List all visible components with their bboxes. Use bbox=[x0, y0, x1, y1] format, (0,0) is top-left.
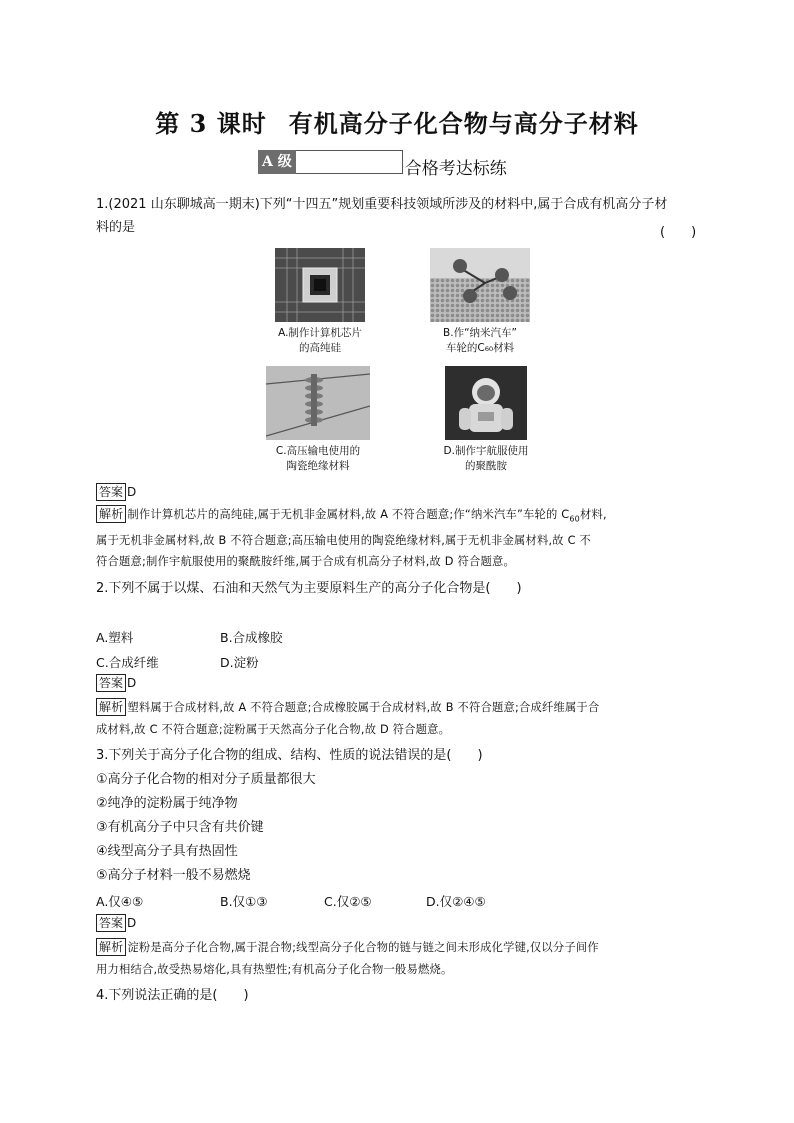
question-3-statement-2: ②纯净的淀粉属于纯净物 bbox=[96, 796, 238, 811]
explain-tag: 解析 bbox=[96, 938, 126, 956]
title-lesson: 第 3 课时 bbox=[155, 109, 267, 138]
figure-a-caption-line2: 的高纯硅 bbox=[299, 342, 341, 354]
question-2-stem: 2.下列不属于以煤、石油和天然气为主要原料生产的高分子化合物是( ) bbox=[96, 581, 522, 596]
explain-subscript: 60 bbox=[569, 514, 580, 524]
question-3-statement-1: ①高分子化合物的相对分子质量都很大 bbox=[96, 772, 316, 787]
chip-image bbox=[275, 248, 365, 322]
figure-c-caption-line1: C.高压输电使用的 bbox=[275, 445, 361, 457]
question-3-statement-4: ④线型高分子具有热固性 bbox=[96, 844, 238, 859]
figure-b bbox=[424, 248, 536, 356]
level-badge: A 级 bbox=[258, 150, 296, 174]
question-3-option-a: A.仅④⑤ bbox=[96, 894, 144, 909]
question-3-answer bbox=[96, 913, 136, 934]
insulator-image bbox=[266, 366, 370, 440]
nano-car-image bbox=[430, 248, 530, 322]
level-text: 合格考达标练 bbox=[404, 159, 507, 179]
figure-b-caption-line2: 车轮的C₆₀材料 bbox=[445, 342, 515, 354]
answer-tag: 答案 bbox=[96, 674, 126, 692]
figure-c bbox=[262, 366, 374, 474]
question-1-stem-line2: 料的是 bbox=[96, 220, 136, 235]
astronaut-image bbox=[445, 366, 527, 440]
question-2-option-c: C.合成纤维 bbox=[96, 655, 159, 670]
figure-c-caption-line2: 陶瓷绝缘材料 bbox=[286, 460, 350, 472]
explain-line: 成材料,故 C 不符合题意;淀粉属于天然高分子化合物,故 D 符合题意。 bbox=[96, 722, 451, 736]
question-3-stem: 3.下列关于高分子化合物的组成、结构、性质的说法错误的是( ) bbox=[96, 748, 483, 763]
question-3-statement-5: ⑤高分子材料一般不易燃烧 bbox=[96, 868, 251, 883]
question-3-option-d: D.仅②④⑤ bbox=[426, 894, 486, 909]
explain-line: 塑料属于合成材料,故 A 不符合题意;合成橡胶属于合成材料,故 B 不符合题意;合成纤维属于合 bbox=[127, 701, 600, 714]
answer-tag: 答案 bbox=[96, 483, 126, 501]
level-header bbox=[258, 150, 507, 178]
explain-line: 用力相结合,故受热易熔化,具有热塑性;有机高分子化合物一般易燃烧。 bbox=[96, 962, 453, 976]
question-1-answer bbox=[96, 482, 136, 503]
figure-d-caption-line1: D.制作宇航服使用 bbox=[443, 445, 529, 457]
explain-line: 淀粉是高分子化合物,属于混合物;线型高分子化合物的链与链之间未形成化学键,仅以分子间作 bbox=[127, 941, 599, 954]
level-box bbox=[296, 150, 403, 174]
question-3-option-c: C.仅②⑤ bbox=[324, 894, 372, 909]
title-topic: 有机高分子化合物与高分子材料 bbox=[288, 109, 639, 138]
figure-a-caption-line1: A.制作计算机芯片 bbox=[278, 327, 362, 339]
question-1-stem-line1: 1.(2021 山东聊城高一期末)下列“十四五”规划重要科技领域所涉及的材料中,属于合成有机高分子材 bbox=[96, 197, 668, 212]
figure-d-caption-line2: 的聚酰胺 bbox=[465, 460, 507, 472]
question-4-stem: 4.下列说法正确的是( ) bbox=[96, 988, 249, 1003]
answer-tag: 答案 bbox=[96, 914, 126, 932]
question-2-answer bbox=[96, 673, 136, 694]
answer-value: D bbox=[127, 916, 137, 930]
explain-line: 符合题意;制作宇航服使用的聚酰胺纤维,属于合成有机高分子材料,故 D 符合题意。 bbox=[96, 555, 515, 569]
figure-a bbox=[264, 248, 376, 356]
question-3-explanation bbox=[96, 937, 706, 980]
explain-tag: 解析 bbox=[96, 698, 126, 716]
figure-b-caption-line1: B.作“纳米汽车” bbox=[443, 327, 517, 339]
explain-line: 制作计算机芯片的高纯硅,属于无机非金属材料,故 A 不符合题意;作“纳米汽车”车轮的 C bbox=[127, 508, 570, 521]
explain-tag: 解析 bbox=[96, 505, 126, 523]
question-2-option-d: D.淀粉 bbox=[220, 655, 259, 670]
question-1-explanation bbox=[96, 504, 706, 573]
answer-value: D bbox=[127, 676, 137, 690]
question-2-explanation bbox=[96, 697, 706, 740]
question-3-statement-3: ③有机高分子中只含有共价键 bbox=[96, 820, 264, 835]
question-2-option-a: A.塑料 bbox=[96, 630, 134, 645]
explain-line: 属于无机非金属材料,故 B 不符合题意;高压输电使用的陶瓷绝缘材料,属于无机非金属材料,故 C 不 bbox=[96, 533, 591, 547]
explain-line: 材料, bbox=[579, 508, 607, 521]
question-3-option-b: B.仅①③ bbox=[220, 894, 268, 909]
page-title bbox=[0, 104, 794, 139]
answer-value: D bbox=[127, 485, 137, 499]
question-1-paren: ( ) bbox=[660, 225, 697, 240]
figure-d bbox=[430, 366, 542, 474]
question-2-option-b: B.合成橡胶 bbox=[220, 630, 283, 645]
